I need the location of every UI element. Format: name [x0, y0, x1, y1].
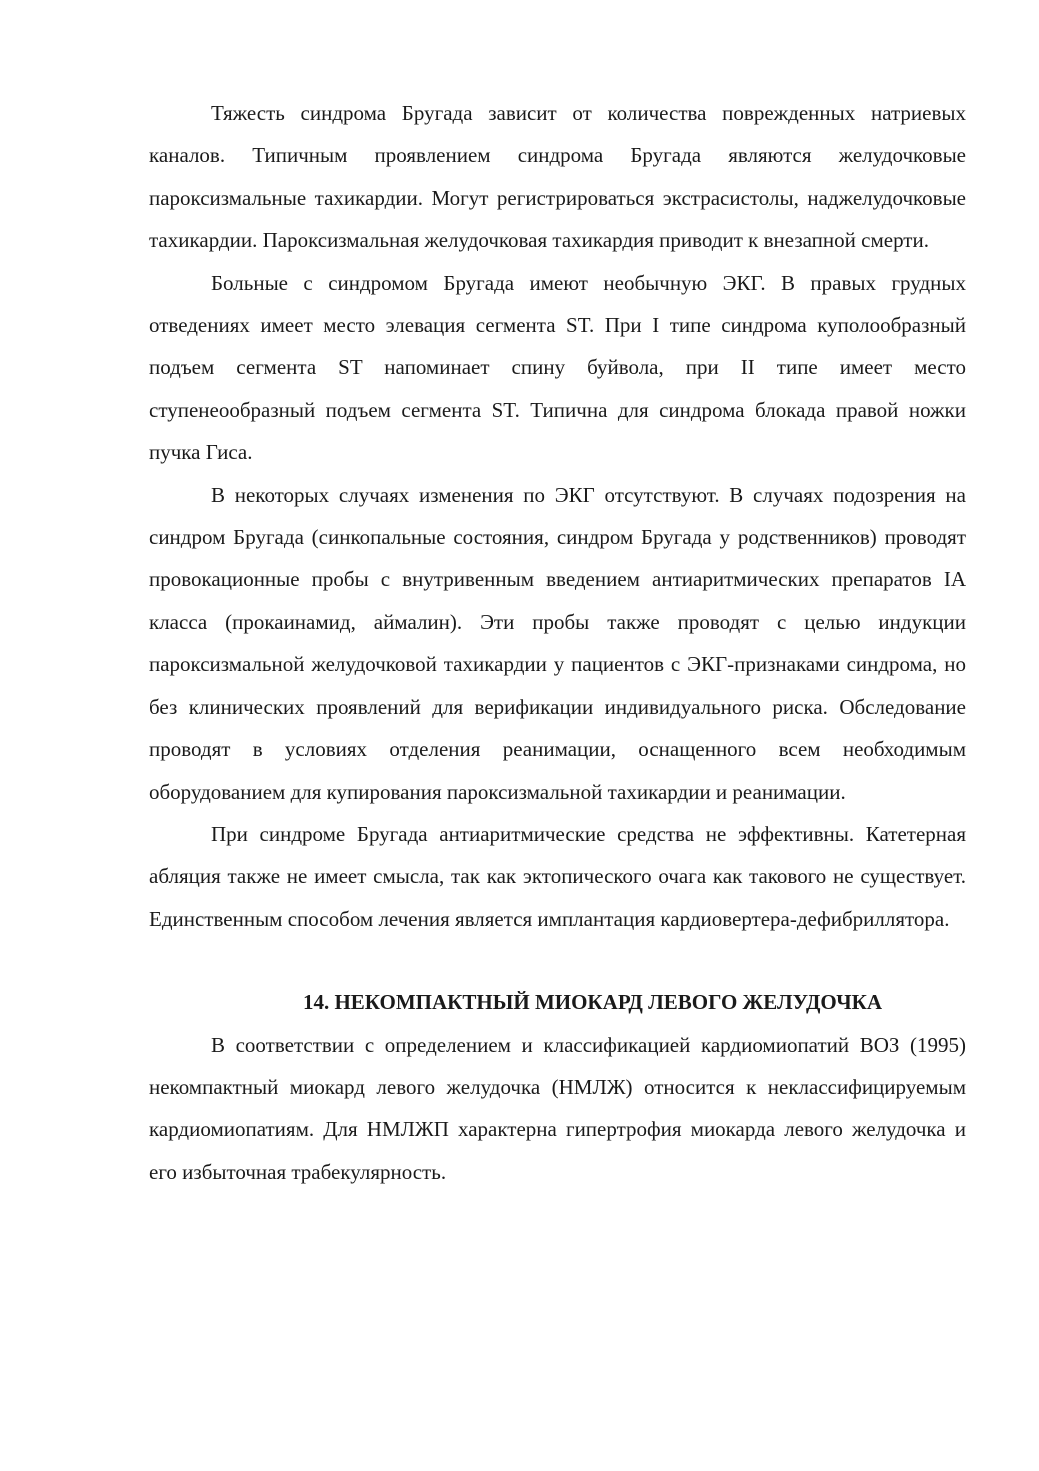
paragraph-brugada-severity: Тяжесть синдрома Бругада зависит от количества поврежденных натриевых каналов. Типичным проявлением синдрома Бругада являются желудочковые пароксизмальные тахикардии. Могут регистрироваться экстрасистолы, наджелудочковые тахикардии. Пароксизмальная желудочковая тахикардия приводит к внезапной смерти. — [149, 101, 966, 253]
paragraph-brugada-treatment: При синдроме Бругада антиаритмические средства не эффективны. Катетерная абляция также не имеет смысла, так как эктопического очага как такового не существует. Единственным способом лечения является имплантация кардиовертера-дефибриллятора. — [149, 821, 966, 931]
paragraph-brugada-ecg: Больные с синдромом Бругада имеют необычную ЭКГ. В правых грудных отведениях имеет место элевация сегмента ST. При I типе синдрома куполообразный подъем сегмента ST напоминает спину буйвола, при II типе имеет место ступенеообразный подъем сегмента ST. Типична для синдрома блокада правой ножки пучка Гиса. — [149, 270, 966, 465]
paragraph-brugada-provocation-tests: В некоторых случаях изменения по ЭКГ отсутствуют. В случаях подозрения на синдром Бругада (синкопальные состояния, синдром Бругада у родственников) проводят провокационные пробы с внутривенным введением антиаритмических препаратов IA класса (прокаинамид, аймалин). Эти пробы также проводят с целью индукции пароксизмальной желудочковой тахикардии у пациентов с ЭКГ-признаками синдрома, но без клинических проявлений для верификации индивидуального риска. Обследование проводят в условиях отделения реанимации, оснащенного всем необходимым оборудованием для купирования пароксизмальной тахикардии и реанимации. — [149, 482, 966, 804]
section-heading: 14. НЕКОМПАКТНЫЙ МИОКАРД ЛЕВОГО ЖЕЛУДОЧКА — [302, 990, 883, 1015]
document-page — [149, 92, 966, 1193]
paragraph-nclv-definition: В соответствии с определением и классификацией кардиомиопатий ВОЗ (1995) некомпактный миокард левого желудочка (НМЛЖ) относится к неклассифицируемым кардиомиопатиям. Для НМЛЖП характерна гипертрофия миокарда левого желудочка и его избыточная трабекулярность. — [149, 1032, 966, 1184]
